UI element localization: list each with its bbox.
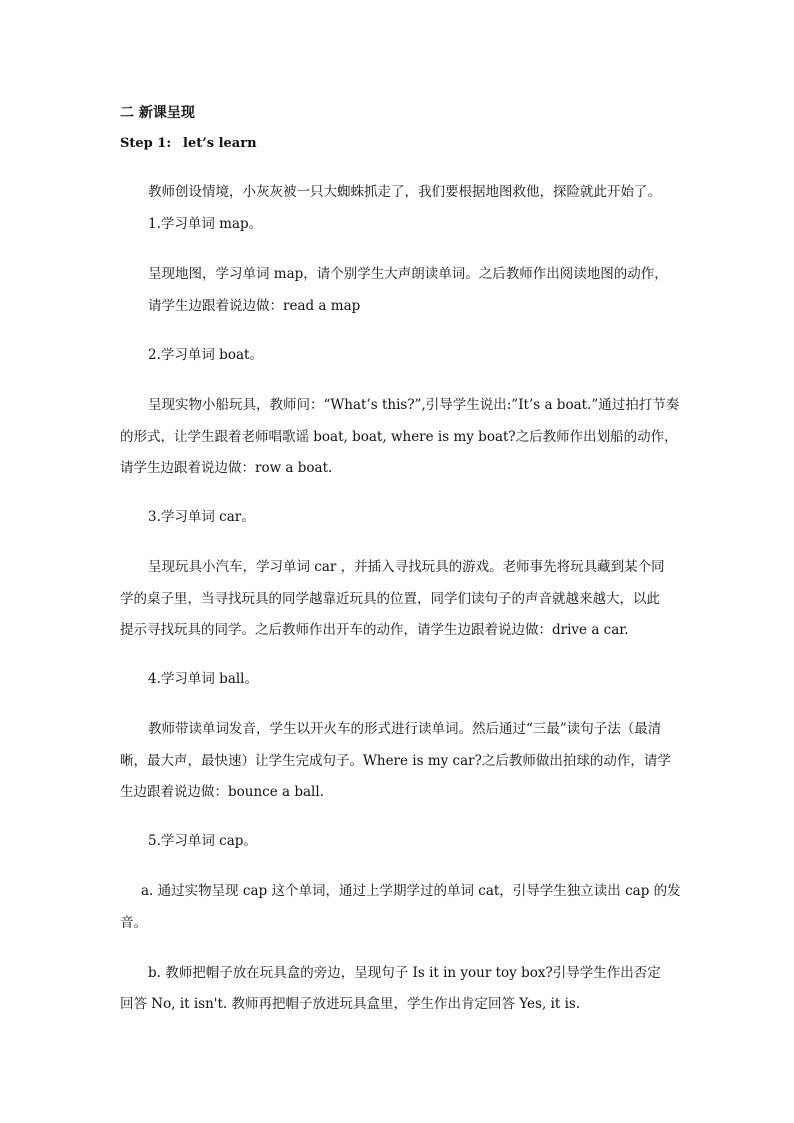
item-heading-map: 1.学习单词 map。 <box>148 216 263 232</box>
item-car-line: 提示寻找玩具的同学。之后教师作出开车的动作，请学生边跟着说边做：drive a car. <box>120 622 629 638</box>
item-heading-ball: 4.学习单词 ball。 <box>148 671 258 687</box>
item-heading-cap: 5.学习单词 cap。 <box>148 833 257 849</box>
item-map-line: 请学生边跟着说边做：read a map <box>148 298 361 314</box>
item-cap-sub-b: 回答 No, it isn't. 教师再把帽子放进玩具盒里，学生作出肯定回答 Yes, it is. <box>120 996 581 1012</box>
step-label: Step 1: <box>120 136 172 151</box>
section-title: 二 新课呈现 <box>120 105 195 121</box>
step-title: let’s learn <box>183 136 257 151</box>
item-heading-car: 3.学习单词 car。 <box>148 509 255 525</box>
item-car-line: 呈现玩具小汽车，学习单词 car ，并插入寻找玩具的游戏。老师事先将玩具藏到某个同 <box>148 559 665 575</box>
item-boat-line: 的形式，让学生跟着老师唱歌谣 boat, boat, where is my boat?之后教师作出划船的动作， <box>120 429 678 445</box>
item-ball-line: 生边跟着说边做：bounce a ball. <box>120 784 324 800</box>
intro-paragraph: 教师创设情境，小灰灰被一只大蜘蛛抓走了，我们要根据地图救他，探险就此开始了。 <box>148 184 661 200</box>
item-car-line: 学的桌子里，当寻找玩具的同学越靠近玩具的位置，同学们读句子的声音就越来越大，以此 <box>120 591 660 607</box>
item-boat-line: 呈现实物小船玩具，教师问：“What’s this?”,引导学生说出:”It’s a boat.”通过拍打节奏 <box>148 397 680 413</box>
item-boat-line: 请学生边跟着说边做：row a boat. <box>120 460 333 476</box>
item-ball-line: 晰，最大声，最快速）让学生完成句子。Where is my car?之后教师做出拍球的动作，请学 <box>120 753 671 769</box>
item-heading-boat: 2.学习单词 boat。 <box>148 347 263 363</box>
item-cap-sub-a: 音。 <box>120 915 147 931</box>
item-cap-sub-a: a. 通过实物呈现 cap 这个单词，通过上学期学过的单词 cat，引导学生独立读出 cap 的发 <box>141 883 681 899</box>
item-map-line: 呈现地图，学习单词 map，请个别学生大声朗读单词。之后教师作出阅读地图的动作， <box>148 266 668 282</box>
item-ball-line: 教师带读单词发音，学生以开火车的形式进行读单词。然后通过“三最”读句子法（最清 <box>148 721 662 737</box>
item-cap-sub-b: b. 教师把帽子放在玩具盒的旁边，呈现句子 Is it in your toy box?引导学生作出否定 <box>148 965 661 981</box>
